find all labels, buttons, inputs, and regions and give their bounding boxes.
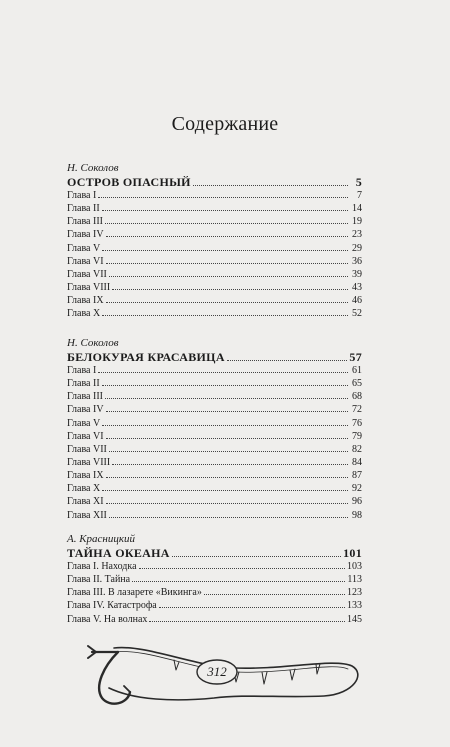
toc-chapter-row — [67, 586, 362, 599]
toc-leader — [132, 581, 345, 582]
page-number: 312 — [207, 664, 227, 679]
toc-chapter-row — [67, 242, 362, 255]
toc-chapter-label: Глава II. Тайна — [67, 574, 131, 586]
toc-leader — [172, 556, 341, 557]
toc-chapter-row — [67, 202, 362, 215]
toc-page-number: 43 — [352, 281, 362, 293]
toc-page-number: 98 — [352, 509, 362, 521]
toc-chapter-row — [67, 189, 362, 202]
toc-page-number: 79 — [352, 430, 362, 442]
toc-chapter-row — [67, 509, 362, 522]
toc-leader — [102, 250, 348, 251]
toc-leader — [109, 276, 348, 277]
toc-chapter-label: Глава X — [67, 483, 101, 495]
toc-chapter-label: Глава X — [67, 308, 101, 320]
toc-leader — [112, 464, 348, 465]
toc-chapter-label: Глава II — [67, 203, 100, 215]
toc-leader — [106, 477, 348, 478]
toc-chapter-label: Глава IX — [67, 470, 104, 482]
toc-chapter-label: Глава III — [67, 216, 103, 228]
toc-leader — [102, 385, 348, 386]
toc-leader — [102, 315, 348, 316]
toc-leader — [105, 223, 348, 224]
toc-page-number: 76 — [352, 417, 362, 429]
toc-chapter-row — [67, 390, 362, 403]
toc-page-number: 82 — [352, 443, 362, 455]
toc-chapter-label: Глава V — [67, 417, 101, 429]
toc-chapter-label: Глава IV. Катастрофа — [67, 600, 157, 612]
toc-book-title: БЕЛОКУРАЯ КРАСАВИЦА — [67, 350, 225, 364]
toc-page-number: 65 — [352, 378, 362, 390]
toc-chapter-row — [67, 443, 362, 456]
page-heading: Содержание — [171, 113, 279, 135]
toc-chapter-row — [67, 430, 362, 443]
toc-page-number: 14 — [352, 203, 362, 215]
toc-page-number: 7 — [357, 190, 362, 201]
toc-chapter-row — [67, 495, 362, 508]
toc-section — [67, 337, 362, 522]
toc-leader — [193, 185, 348, 186]
toc-chapter-label: Глава VIII — [67, 281, 111, 293]
toc-page-number: 29 — [352, 242, 362, 254]
toc-chapter-row — [67, 307, 362, 320]
toc-page-number: 101 — [343, 546, 362, 560]
toc-leader — [109, 517, 348, 518]
toc-chapter-row — [67, 456, 362, 469]
toc-page-number: 84 — [352, 456, 362, 468]
toc-book-title-row — [67, 175, 362, 189]
toc-page-number: 145 — [347, 613, 362, 625]
toc-chapter-label: Глава I — [67, 190, 97, 201]
toc-chapter-label: Глава III. В лазарете «Викинга» — [67, 587, 202, 599]
toc-chapter-row — [67, 228, 362, 241]
toc-chapter-row — [67, 469, 362, 482]
toc-chapter-row — [67, 560, 362, 573]
toc-chapter-label: Глава V — [67, 242, 101, 254]
toc-chapter-row — [67, 613, 362, 626]
toc-chapter-label: Глава VIII — [67, 456, 111, 468]
toc-page-number: 5 — [355, 175, 362, 189]
toc-leader — [98, 197, 348, 198]
toc-chapter-label: Глава XII — [67, 509, 107, 521]
toc-leader — [106, 236, 348, 237]
toc-page-number: 19 — [352, 216, 362, 228]
toc-leader — [102, 210, 348, 211]
toc-leader — [106, 411, 348, 412]
toc-chapter-row — [67, 294, 362, 307]
toc-book-title-row — [67, 546, 362, 560]
toc-leader — [106, 503, 348, 504]
toc-chapter-row — [67, 364, 362, 377]
toc-leader — [102, 425, 348, 426]
toc-leader — [149, 621, 345, 622]
toc-chapter-label: Глава VII — [67, 268, 107, 280]
toc-page-number: 23 — [352, 229, 362, 241]
toc-author: А. Красницкий — [67, 533, 136, 545]
toc-section — [67, 162, 362, 320]
toc-book-title: ОСТРОВ ОПАСНЫЙ — [67, 175, 191, 189]
toc-chapter-label: Глава VI — [67, 430, 104, 442]
toc-chapter-label: Глава I. Находка — [67, 561, 137, 572]
toc-chapter-label: Глава V. На волнах — [67, 613, 148, 625]
toc-chapter-row — [67, 403, 362, 416]
toc-chapter-label: Глава IX — [67, 295, 104, 307]
toc-book-title-row — [67, 350, 362, 364]
toc-page-number: 68 — [352, 391, 362, 403]
toc-book-title: ТАЙНА ОКЕАНА — [67, 546, 170, 560]
toc-chapter-label: Глава III — [67, 391, 103, 403]
toc-leader — [112, 289, 348, 290]
toc-page-number: 103 — [347, 561, 362, 572]
toc-leader — [106, 438, 348, 439]
toc-section — [67, 533, 362, 626]
toc-chapter-row — [67, 268, 362, 281]
toc-chapter-label: Глава VII — [67, 443, 107, 455]
toc-author: Н. Соколов — [67, 337, 119, 349]
toc-leader — [159, 607, 345, 608]
toc-page-number: 92 — [352, 483, 362, 495]
toc-chapter-label: Глава I — [67, 365, 97, 376]
toc-page-number: 61 — [352, 365, 362, 376]
toc-chapter-label: Глава IV — [67, 404, 104, 416]
toc-page-number: 52 — [352, 308, 362, 320]
toc-page-number: 36 — [352, 255, 362, 267]
toc-page-number: 87 — [352, 470, 362, 482]
toc-page-number: 113 — [347, 574, 362, 586]
toc-leader — [139, 568, 345, 569]
toc-leader — [98, 372, 348, 373]
toc-leader — [227, 360, 348, 361]
toc-chapter-label: Глава II — [67, 378, 100, 390]
toc-chapter-row — [67, 281, 362, 294]
toc-chapter-label: Глава IV — [67, 229, 104, 241]
toc-leader — [106, 263, 348, 264]
toc-chapter-row — [67, 377, 362, 390]
toc-leader — [204, 594, 345, 595]
toc-chapter-row — [67, 573, 362, 586]
toc-chapter-row — [67, 215, 362, 228]
toc-page-number: 72 — [352, 404, 362, 416]
toc-page-number: 123 — [347, 587, 362, 599]
toc-chapter-row — [67, 482, 362, 495]
toc-leader — [106, 302, 348, 303]
toc-leader — [109, 451, 348, 452]
toc-author: Н. Соколов — [67, 162, 119, 174]
toc-leader — [105, 398, 348, 399]
toc-chapter-label: Глава XI — [67, 496, 104, 508]
toc-page-number: 57 — [349, 350, 362, 364]
toc-page-number: 133 — [347, 600, 362, 612]
toc-page-number: 46 — [352, 295, 362, 307]
toc-leader — [102, 490, 348, 491]
toc-page-number: 39 — [352, 268, 362, 280]
toc-chapter-row — [67, 417, 362, 430]
toc-page-number: 96 — [352, 496, 362, 508]
toc-chapter-label: Глава VI — [67, 255, 104, 267]
toc-chapter-row — [67, 255, 362, 268]
toc-chapter-row — [67, 599, 362, 612]
